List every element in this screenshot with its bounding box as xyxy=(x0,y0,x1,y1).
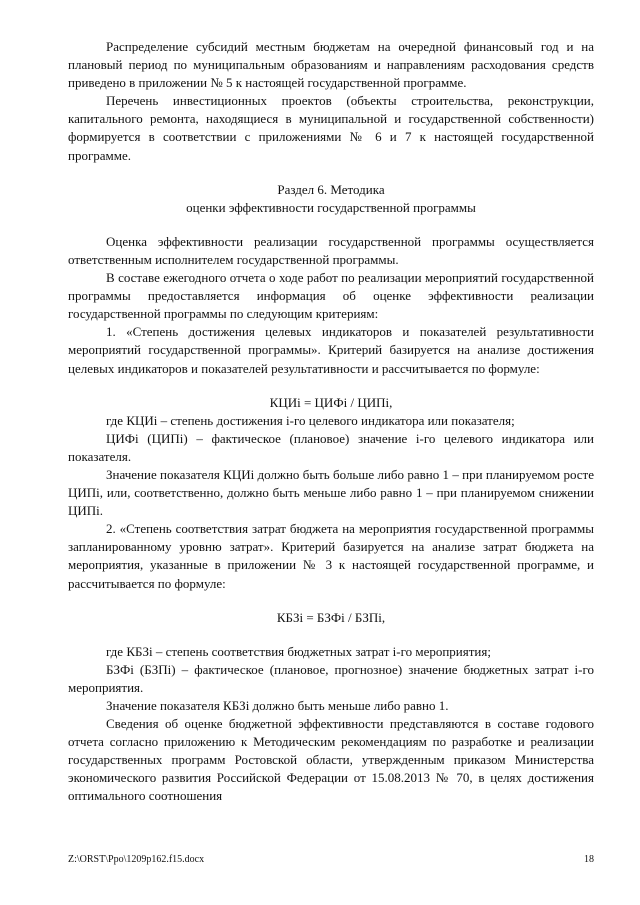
paragraph-investment-projects: Перечень инвестиционных проектов (объекты строительства, реконструкции, капитального ремонта, находящиеся в муниципальной и государственной собственности) формируется в соответствии с приложениями № 6 и 7 к настоящей государственной программе. xyxy=(68,93,594,163)
page-footer xyxy=(68,854,594,866)
spacer xyxy=(68,165,594,181)
formula-kbz: КБЗi = БЗФi / БЗПi, xyxy=(276,609,386,625)
section-subtitle: оценки эффективности государственной программы xyxy=(186,199,476,215)
formula-kci: КЦИi = ЦИФi / ЦИПi, xyxy=(269,394,393,410)
definition-cif: ЦИФi (ЦИПi) – фактическое (плановое) значение i-го целевого индикатора или показателя. xyxy=(68,430,594,464)
document-body xyxy=(68,38,594,806)
spacer xyxy=(68,593,594,609)
paragraph-criterion-2: 2. «Степень соответствия затрат бюджета на мероприятия государственной программы запланированному уровню затрат». Критерий базируется на анализе затрат бюджета на мероприятия, указанные в приложении № 3 к настоящей государственной программе, и рассчитывается по формуле: xyxy=(68,521,594,591)
paragraph-evaluation: Оценка эффективности реализации государственной программы осуществляется ответственным исполнителем государственной программы. xyxy=(68,233,594,267)
paragraph-kbz-value: Значение показателя КБЗi должно быть меньше либо равно 1. xyxy=(106,698,449,713)
footer-file-path: Z:\ORST\Ppo\1209p162.f15.docx xyxy=(68,854,205,865)
section-title: Раздел 6. Методика xyxy=(277,181,385,197)
paragraph-annual-report: В составе ежегодного отчета о ходе работ по реализации мероприятий государственной программы предоставляется информация об оценке эффективности реализации государственной программы по следующим критериям: xyxy=(68,270,594,322)
paragraph-kci-value: Значение показателя КЦИi должно быть больше либо равно 1 – при планируемом росте ЦИПi, или, соответственно, должно быть меньше либо равно 1 – при планируемом снижении ЦИПi. xyxy=(68,466,594,519)
definition-kci: где КЦИi – степень достижения i-го целевого индикатора или показателя; xyxy=(106,412,515,428)
definition-kbz: где КБЗi – степень соответствия бюджетных затрат i-го мероприятия; xyxy=(106,643,491,659)
spacer xyxy=(68,378,594,394)
paragraph-criterion-1: 1. «Степень достижения целевых индикаторов и показателей результативности мероприятий государственной программы». Критерий базируется на анализе достижения целевых индикаторов и показателей результативности и рассчитывается по формуле: xyxy=(68,324,594,376)
definition-bzf: БЗФi (БЗПi) – фактическое (плановое, прогнозное) значение бюджетных затрат i-го мероприятия. xyxy=(68,661,594,695)
spacer xyxy=(68,627,594,643)
paragraph-subsidies: Распределение субсидий местным бюджетам на очередной финансовый год и на плановый период по муниципальным образованиям и направлениям расходования средств приведено в приложении № 5 к настоящей государственной программе. xyxy=(68,39,594,91)
paragraph-budget-efficiency: Сведения об оценке бюджетной эффективности представляются в составе годового отчета согласно приложению к Методическим рекомендациям по разработке и реализации государственных программ Ростовской области, утвержденным приказом Министерства экономического развития Российской Федерации от 15.08.2013 № 70, в целях достижения оптимального соотношения xyxy=(68,716,594,804)
page-number: 18 xyxy=(584,854,594,865)
spacer xyxy=(68,217,594,233)
